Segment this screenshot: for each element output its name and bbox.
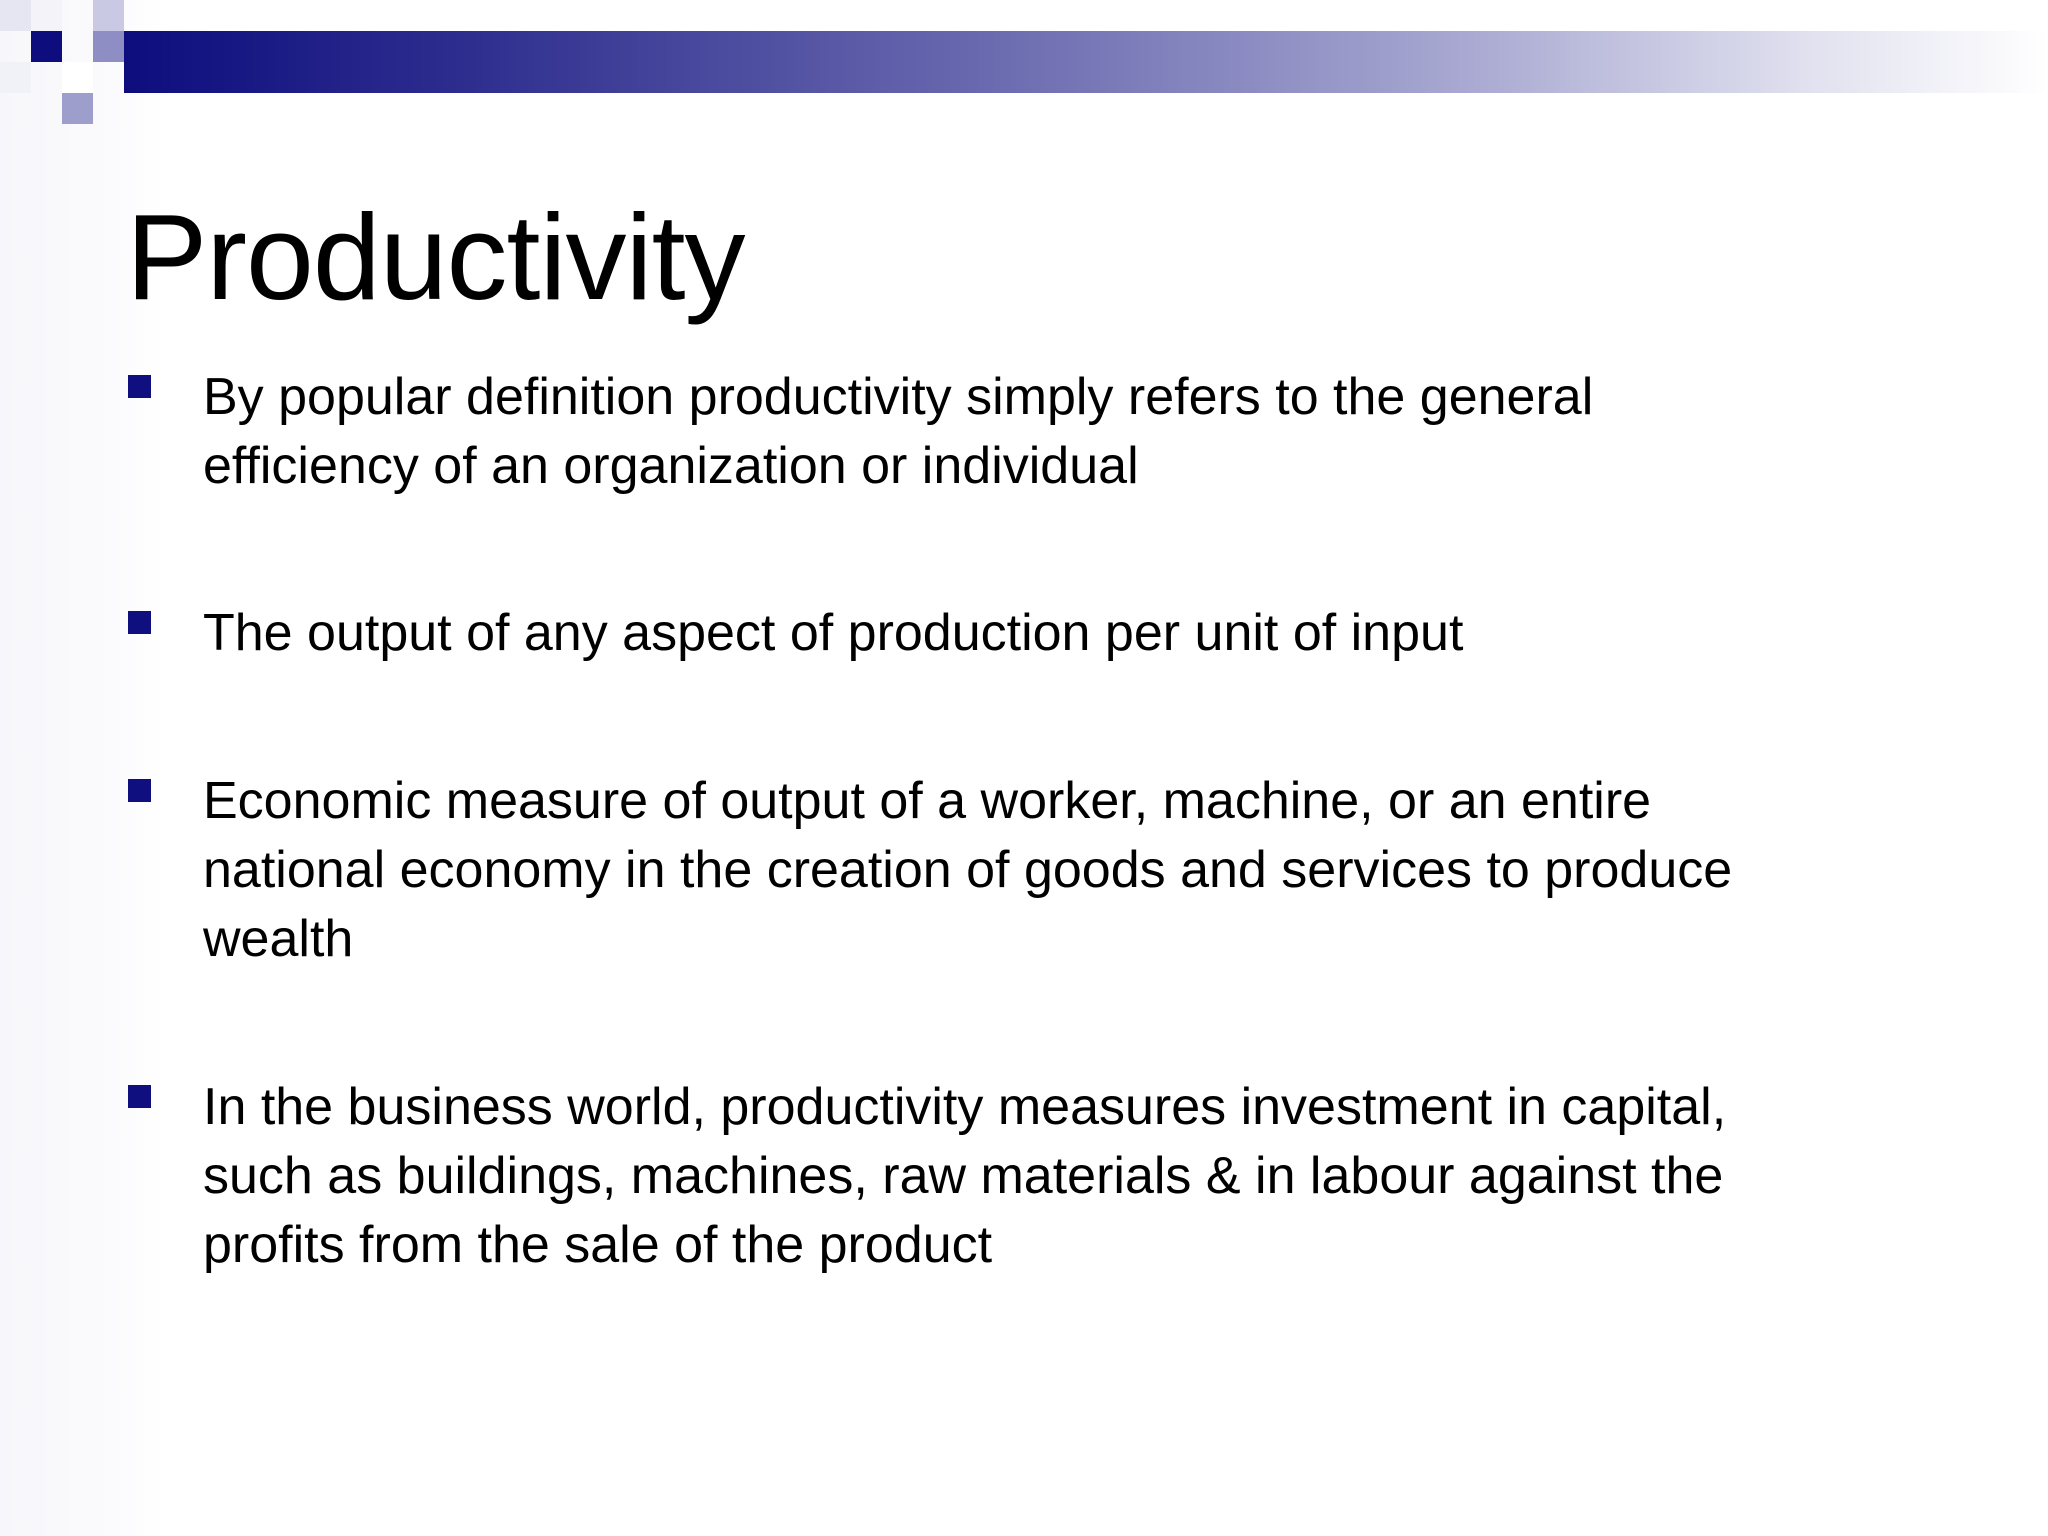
bullet-line: By popular definition productivity simply refers to the general <box>203 368 1594 426</box>
bullet-line: Economic measure of output of a worker, machine, or an entire <box>203 772 1652 830</box>
bullet-line: such as buildings, machines, raw materials & in labour against the <box>203 1147 1724 1205</box>
bullet-line: In the business world, productivity measures investment in capital, <box>203 1078 1727 1136</box>
bullet-line: The output of any aspect of production per unit of input <box>203 604 1464 662</box>
bullet-line: national economy in the creation of goods and services to produce <box>203 841 1733 899</box>
bullet-line: wealth <box>203 910 354 968</box>
bullet-text <box>203 599 1943 668</box>
square-bullet-icon <box>128 611 151 634</box>
bullet-text <box>203 363 1943 501</box>
bullet-line: profits from the sale of the product <box>203 1216 993 1274</box>
bullet-text <box>203 1073 1943 1280</box>
bullet-line: efficiency of an organization or individual <box>203 437 1139 495</box>
square-bullet-icon <box>128 779 151 802</box>
slide-title: Productivity <box>126 189 745 325</box>
square-bullet-icon <box>128 1085 151 1108</box>
bullet-text <box>203 767 1943 974</box>
square-bullet-icon <box>128 375 151 398</box>
